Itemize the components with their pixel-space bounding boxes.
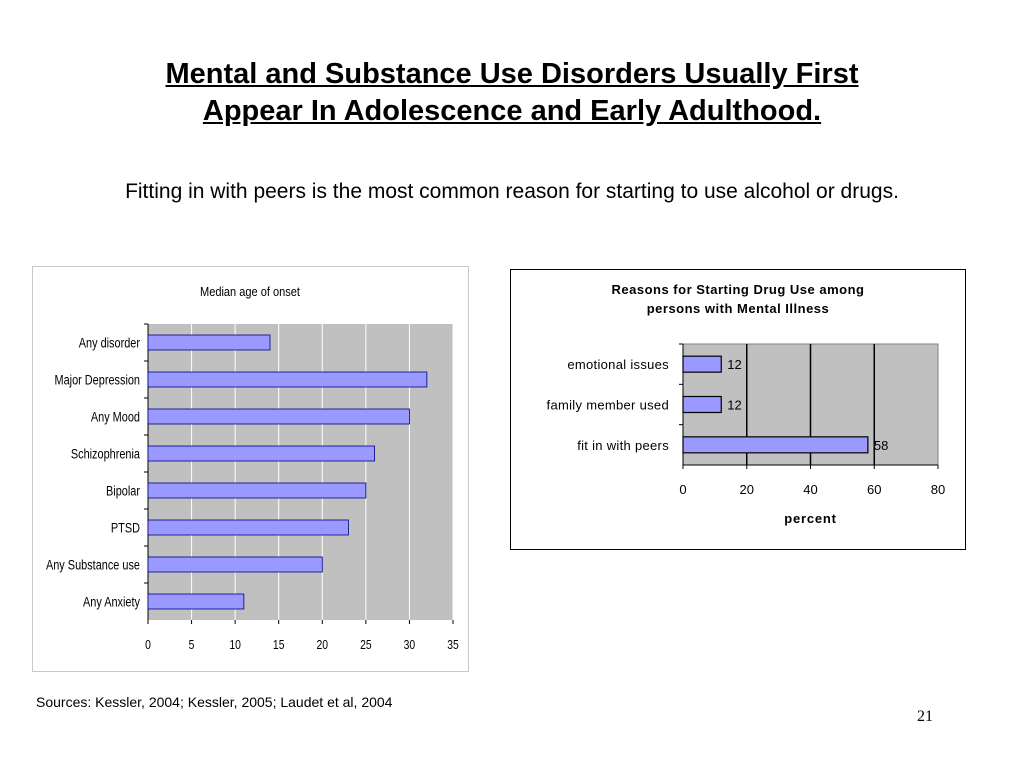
category-label: Any Substance use [45, 557, 140, 573]
bar [148, 446, 375, 461]
x-tick-label: 20 [316, 637, 329, 653]
category-label: family member used [546, 397, 669, 413]
bar [148, 372, 427, 387]
data-label: 58 [873, 437, 889, 453]
plot-area [148, 324, 453, 620]
x-tick-label: 35 [447, 637, 459, 653]
drug-use-reasons-chart [510, 269, 966, 550]
bar [148, 557, 322, 572]
chart-title-line-2: persons with Mental Illness [646, 301, 830, 316]
data-label: 12 [727, 357, 742, 373]
x-tick-label: 0 [679, 482, 687, 497]
slide-subtitle: Fitting in with peers is the most common reason for starting to use alcohol or drugs. [125, 180, 899, 203]
median-age-onset-chart [32, 266, 469, 672]
bar [683, 397, 721, 413]
category-label: Schizophrenia [70, 446, 140, 462]
x-tick-label: 80 [930, 482, 946, 497]
slide-title [60, 56, 964, 130]
category-label: Any Mood [90, 409, 140, 425]
x-tick-label: 25 [360, 637, 372, 653]
category-label: Bipolar [106, 483, 140, 499]
page-number: 21 [917, 708, 933, 725]
bar [148, 409, 409, 424]
slide-title-line-1: Mental and Substance Use Disorders Usually First [165, 58, 859, 90]
median-age-onset-chart-svg [32, 266, 469, 672]
bar [148, 335, 270, 350]
bar [148, 594, 244, 609]
x-tick-label: 15 [272, 637, 285, 653]
x-tick-label: 0 [145, 637, 151, 653]
x-tick-label: 30 [403, 637, 416, 653]
x-tick-label: 60 [867, 482, 882, 497]
bar [148, 520, 348, 535]
bar [148, 483, 366, 498]
data-label: 12 [727, 397, 742, 413]
chart-title: Median age of onset [200, 284, 300, 300]
bar [683, 437, 868, 453]
x-tick-label: 20 [739, 482, 754, 497]
category-label: fit in with peers [577, 437, 669, 453]
category-label: emotional issues [567, 357, 669, 373]
sources-note: Sources: Kessler, 2004; Kessler, 2005; Laudet et al, 2004 [36, 694, 393, 710]
x-tick-label: 40 [803, 482, 818, 497]
chart-title-line-1: Reasons for Starting Drug Use among [611, 282, 865, 297]
drug-use-reasons-chart-svg [510, 269, 966, 550]
slide-title-line-2: Appear In Adolescence and Early Adulthood. [202, 95, 822, 127]
category-label: PTSD [110, 520, 140, 536]
bar [683, 356, 721, 372]
category-label: Any disorder [78, 335, 140, 351]
x-tick-label: 10 [229, 637, 241, 653]
x-tick-label: 5 [188, 637, 195, 653]
x-axis-label: percent [784, 511, 837, 526]
category-label: Any Anxiety [82, 594, 140, 610]
category-label: Major Depression [54, 372, 140, 388]
